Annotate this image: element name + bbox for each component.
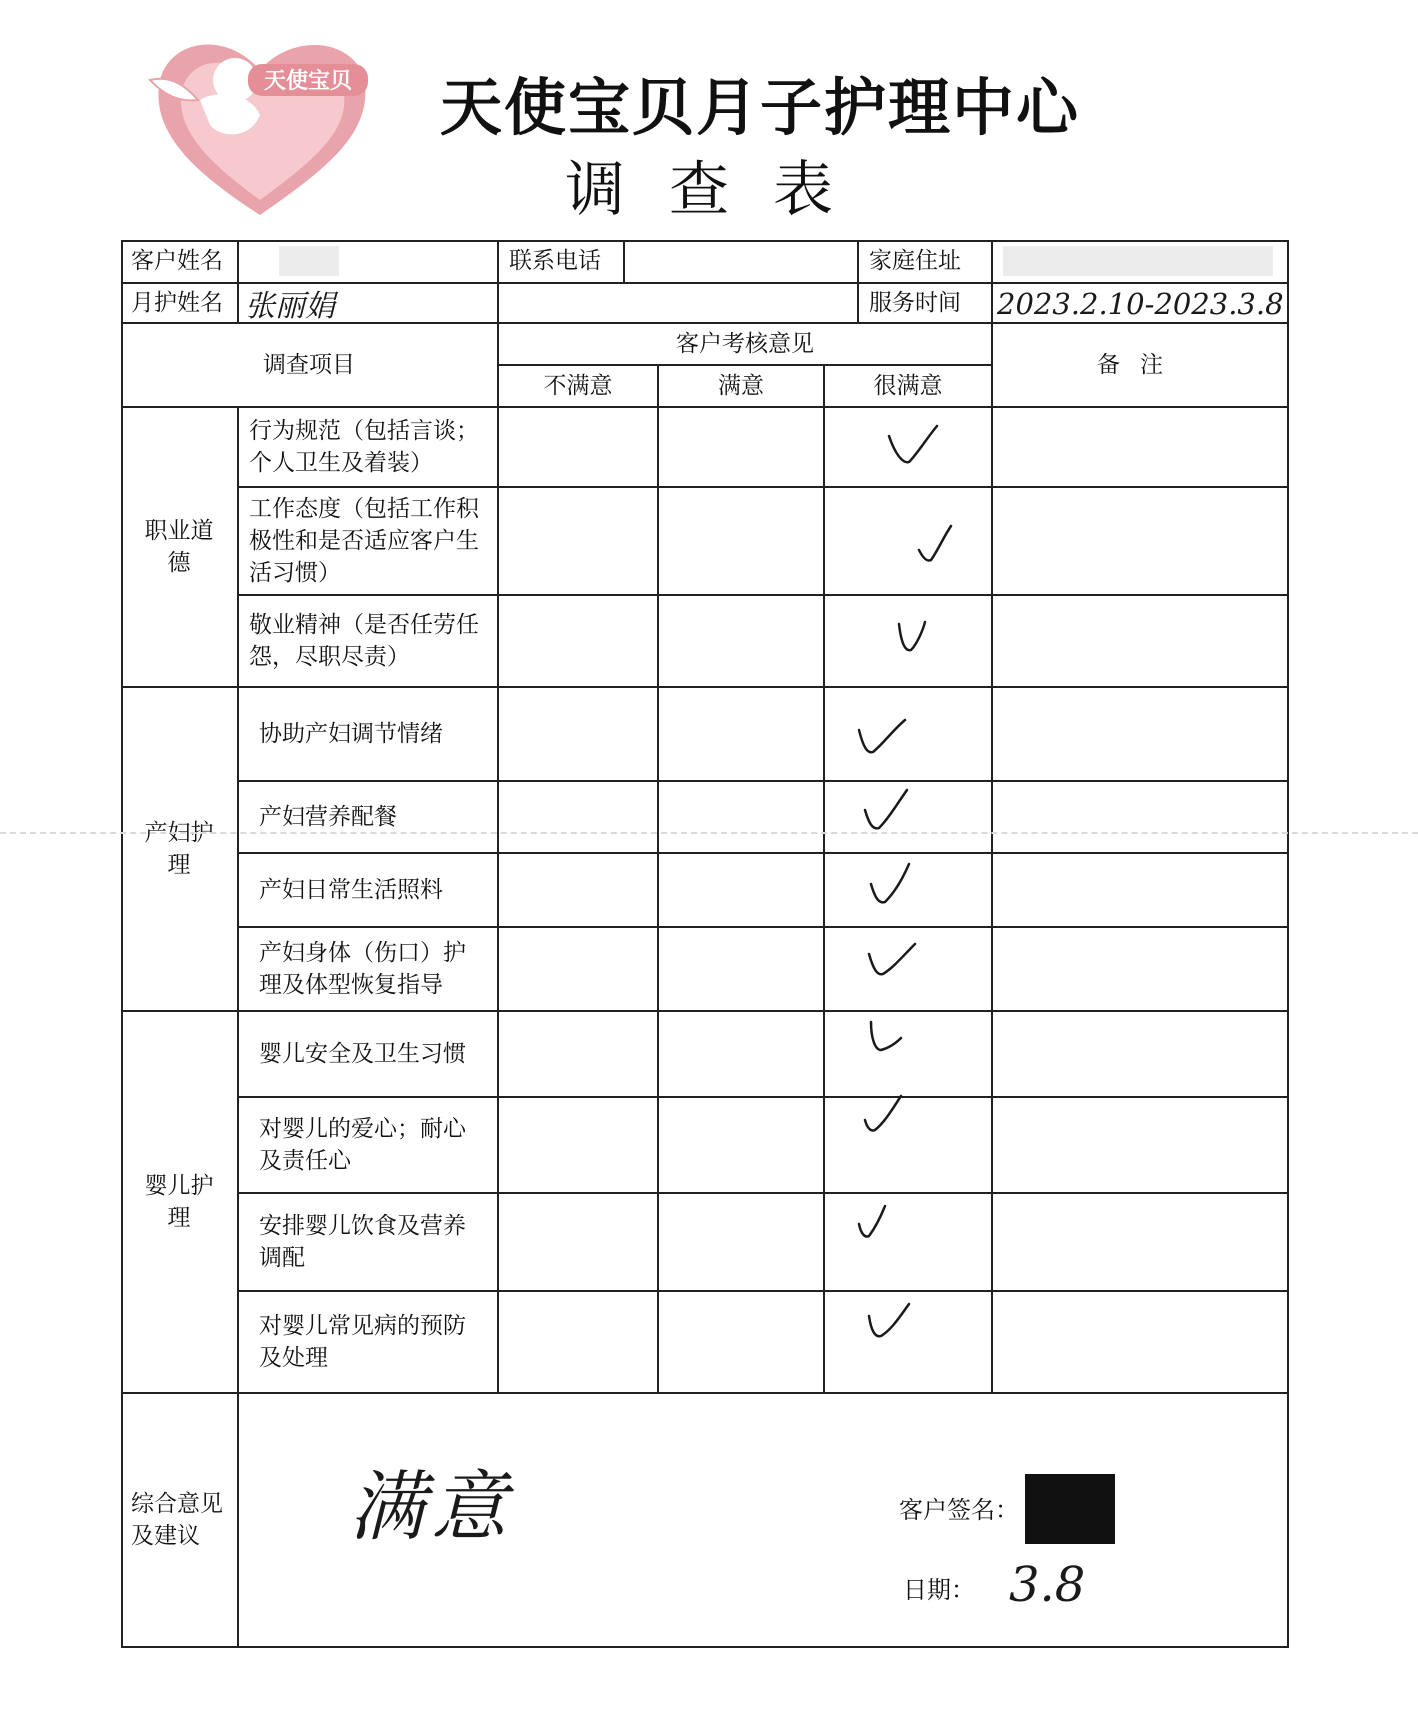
- rating-cell-satisfied: [659, 854, 825, 928]
- svg-text:天使宝贝: 天使宝贝: [263, 69, 353, 94]
- rating-cell-very-satisfied: [825, 488, 993, 596]
- item-recovery-guidance: 产妇身体（伤口）护理及体型恢复指导: [239, 928, 499, 1012]
- customer-name-label: 客户姓名: [121, 240, 239, 284]
- remarks-cell: [993, 782, 1289, 854]
- rating-cell-very-satisfied: [825, 782, 993, 854]
- section-maternal-care: 产妇护理: [121, 688, 239, 1012]
- checkmark-icon: [865, 1298, 921, 1344]
- remarks-cell: [993, 688, 1289, 782]
- remarks-cell: [993, 488, 1289, 596]
- col-very-satisfied-header: 很满意: [825, 366, 993, 408]
- rating-cell-very-satisfied: [825, 1194, 993, 1292]
- rating-cell-very-satisfied: [825, 1098, 993, 1194]
- nurse-name-handwritten: 张丽娟: [245, 289, 335, 324]
- redacted-signature: [1025, 1474, 1115, 1544]
- item-work-attitude: 工作态度（包括工作积极性和是否适应客户生活习惯）: [239, 488, 499, 596]
- remarks-cell: [993, 1194, 1289, 1292]
- opinion-header: 客户考核意见: [499, 324, 993, 366]
- item-infant-safety: 婴儿安全及卫生习惯: [239, 1012, 499, 1098]
- rating-cell-unsatisfied: [499, 688, 659, 782]
- rating-cell-unsatisfied: [499, 488, 659, 596]
- rating-cell-satisfied: [659, 1194, 825, 1292]
- rating-cell-very-satisfied: [825, 1012, 993, 1098]
- rating-cell-very-satisfied: [825, 596, 993, 688]
- rating-cell-unsatisfied: [499, 596, 659, 688]
- address-label: 家庭住址: [859, 240, 993, 284]
- rating-cell-satisfied: [659, 1292, 825, 1394]
- item-dedication: 敬业精神（是否任劳任怨，尽职尽责）: [239, 596, 499, 688]
- rating-cell-satisfied: [659, 408, 825, 488]
- phone-label: 联系电话: [499, 240, 625, 284]
- customer-name-field: [239, 240, 499, 284]
- item-disease-prevention: 对婴儿常见病的预防及处理: [239, 1292, 499, 1394]
- rating-cell-satisfied: [659, 928, 825, 1012]
- rating-cell-very-satisfied: [825, 1292, 993, 1394]
- item-infant-love: 对婴儿的爱心；耐心及责任心: [239, 1098, 499, 1194]
- remarks-cell: [993, 928, 1289, 1012]
- rating-cell-satisfied: [659, 1098, 825, 1194]
- rating-cell-unsatisfied: [499, 854, 659, 928]
- item-infant-feeding: 安排婴儿饮食及营养调配: [239, 1194, 499, 1292]
- item-daily-care: 产妇日常生活照料: [239, 854, 499, 928]
- summary-field: [239, 1394, 1289, 1648]
- item-nutrition-meals: 产妇营养配餐: [239, 782, 499, 854]
- survey-form: [121, 240, 1289, 1648]
- redacted-address: [1003, 246, 1273, 276]
- summary-label: 综合意见及建议: [121, 1394, 239, 1648]
- rating-cell-unsatisfied: [499, 928, 659, 1012]
- rating-cell-very-satisfied: [825, 688, 993, 782]
- service-time-label: 服务时间: [859, 284, 993, 324]
- paper-fold-line: [0, 832, 1418, 836]
- remarks-cell: [993, 1012, 1289, 1098]
- phone-field: [625, 240, 859, 284]
- rating-cell-very-satisfied: [825, 408, 993, 488]
- rating-cell-unsatisfied: [499, 1012, 659, 1098]
- checkmark-icon: [915, 524, 955, 570]
- redacted-customer-name: [279, 246, 339, 276]
- col-satisfied-header: 满意: [659, 366, 825, 408]
- checkmark-icon: [855, 1200, 895, 1246]
- checkmark-icon: [865, 940, 921, 986]
- checkmark-icon: [861, 788, 917, 834]
- rating-cell-satisfied: [659, 596, 825, 688]
- checkmark-icon: [865, 1016, 921, 1062]
- signature-label: 客户签名：: [899, 1496, 1019, 1524]
- page-title: 天使宝贝月子护理中心: [440, 71, 1081, 144]
- rating-cell-very-satisfied: [825, 854, 993, 928]
- item-behavior: 行为规范（包括言谈；个人卫生及着装）: [239, 408, 499, 488]
- section-infant-care: 婴儿护理: [121, 1012, 239, 1394]
- rating-cell-unsatisfied: [499, 782, 659, 854]
- rating-cell-unsatisfied: [499, 1194, 659, 1292]
- checkmark-icon: [895, 618, 931, 664]
- rating-cell-unsatisfied: [499, 1292, 659, 1394]
- section-professional-ethics: 职业道德: [121, 408, 239, 688]
- rating-cell-very-satisfied: [825, 928, 993, 1012]
- service-time-field: [993, 284, 1289, 324]
- page-subtitle: 调查表: [565, 155, 877, 225]
- checkmark-icon: [855, 716, 911, 762]
- rating-cell-unsatisfied: [499, 408, 659, 488]
- remarks-cell: [993, 596, 1289, 688]
- rating-cell-satisfied: [659, 1012, 825, 1098]
- remarks-cell: [993, 408, 1289, 488]
- nurse-name-label: 月护姓名: [121, 284, 239, 324]
- remarks-cell: [993, 1292, 1289, 1394]
- rating-cell-satisfied: [659, 688, 825, 782]
- remarks-cell: [993, 854, 1289, 928]
- survey-item-header: 调查项目: [121, 324, 499, 408]
- remarks-cell: [993, 1098, 1289, 1194]
- checkmark-icon: [867, 862, 923, 908]
- rating-cell-satisfied: [659, 488, 825, 596]
- date-handwritten: 3.8: [1009, 1557, 1086, 1613]
- service-time-handwritten: 2023.2.10-2023.3.8: [997, 287, 1284, 321]
- col-unsatisfied-header: 不满意: [499, 366, 659, 408]
- rating-cell-satisfied: [659, 782, 825, 854]
- blank-field: [499, 284, 859, 324]
- date-label: 日期：: [903, 1576, 975, 1604]
- rating-cell-unsatisfied: [499, 1098, 659, 1194]
- checkmark-icon: [861, 1090, 917, 1136]
- logo-heart-angel: [130, 20, 390, 225]
- summary-handwritten-comment: 满意: [349, 1462, 513, 1551]
- remarks-header: 备注: [993, 324, 1289, 408]
- nurse-name-field: [239, 284, 499, 324]
- checkmark-icon: [885, 424, 941, 470]
- address-field: [993, 240, 1289, 284]
- item-emotion-support: 协助产妇调节情绪: [239, 688, 499, 782]
